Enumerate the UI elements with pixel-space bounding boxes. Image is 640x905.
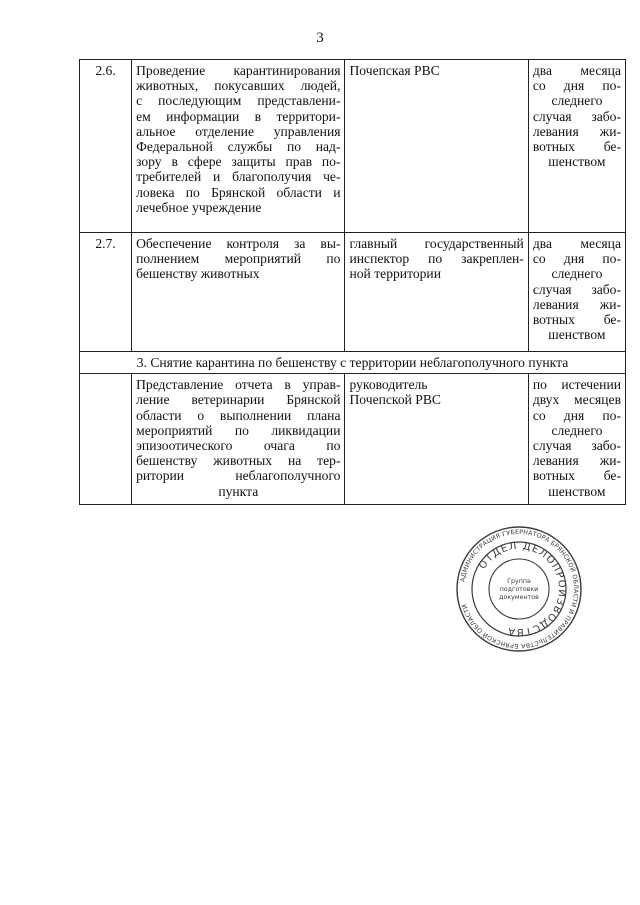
text-line: два месяца: [532, 236, 621, 251]
stamp-middle-text: ОТДЕЛ ДЕЛОПРОИЗВОДСТВА: [477, 540, 568, 638]
text-line: ловека по Брянской области и: [136, 184, 341, 200]
text-line: полнением мероприятий по: [136, 251, 341, 267]
text-line: мероприятий по ликвидации: [136, 422, 341, 438]
text-line: руководитель: [349, 377, 428, 393]
text-line: со дня по-: [532, 407, 621, 423]
table-row: [80, 374, 626, 505]
stamp-center-line: подготовки: [499, 586, 539, 593]
text-line: двух месяцев: [532, 392, 621, 408]
text-line: вотных бе-: [532, 139, 621, 155]
text-line: случая забо-: [532, 108, 621, 124]
text-line: случая забо-: [532, 281, 621, 297]
table-row: [80, 60, 626, 233]
text-line: Представление отчета в управ-: [136, 377, 341, 393]
term-cell: [528, 60, 625, 233]
stamp-center-line: документов: [499, 594, 539, 601]
page-number: 3: [316, 30, 324, 46]
text-line: со дня по-: [532, 251, 621, 267]
term-cell: [528, 374, 625, 505]
text-line: Почепская РВС: [349, 63, 440, 78]
text-line: зору в сфере защиты прав по-: [136, 154, 341, 170]
text-line: следнего: [551, 93, 603, 109]
text-line: пункта: [218, 483, 259, 499]
text-line: ем информации в территори-: [136, 108, 341, 124]
text-line: следнего: [551, 266, 603, 282]
responsible-cell: [345, 60, 528, 233]
text-line: альное отделение управления: [136, 123, 341, 139]
text-line: со дня по-: [532, 78, 621, 94]
text-line: инспектор по закреплен-: [349, 251, 524, 267]
text-line: эпизоотического очага по: [136, 438, 341, 454]
text-line: Обеспечение контроля за вы-: [136, 236, 341, 251]
text-line: вотных бе-: [532, 468, 621, 484]
activity-cell: [132, 374, 345, 505]
row-number: 2.6.: [80, 60, 132, 233]
text-line: Почепской РВС: [349, 392, 442, 408]
text-line: бешенству животных на тер-: [136, 453, 341, 469]
text-line: шенством: [548, 327, 606, 343]
text-line: шенством: [548, 483, 606, 499]
term-cell: [528, 233, 625, 352]
text-line: области о выполнении плана: [136, 407, 341, 423]
text-line: по истечении: [532, 377, 621, 393]
activity-cell: [132, 233, 345, 352]
text-line: Проведение карантинирования: [136, 63, 341, 78]
responsible-cell: [345, 233, 528, 352]
text-line: левания жи-: [532, 123, 621, 139]
table-row: [80, 233, 626, 352]
section-row: [80, 352, 626, 374]
stamp-outer-text: АДМИНИСТРАЦИЯ ГУБЕРНАТОРА БРЯНСКОЙ ОБЛАСТИ И ПРАВИТЕЛЬСТВА БРЯНСКОЙ ОБЛАСТИ: [459, 528, 580, 650]
text-line: с последующим представлени-: [136, 93, 341, 109]
row-number: [80, 374, 132, 505]
text-line: левания жи-: [532, 296, 621, 312]
text-line: левания жи-: [532, 453, 621, 469]
stamp-center-line: Группа: [507, 578, 531, 585]
text-line: требителей и благополучия че-: [136, 169, 341, 185]
text-line: животных, покусавших людей,: [136, 78, 341, 94]
text-line: ритории неблагополучного: [136, 468, 341, 484]
office-stamp: [455, 525, 583, 653]
text-line: вотных бе-: [532, 312, 621, 328]
measures-table: [79, 59, 626, 505]
text-line: случая забо-: [532, 438, 621, 454]
section-title: 3. Снятие карантина по бешенству с территории неблагополучного пункта: [80, 352, 626, 374]
text-line: ление ветеринарии Брянской: [136, 392, 341, 408]
text-line: два месяца: [532, 63, 621, 78]
text-line: Федеральной службы по над-: [136, 139, 341, 155]
text-line: бешенству животных: [136, 266, 260, 282]
text-line: ной территории: [349, 266, 441, 282]
row-number: 2.7.: [80, 233, 132, 352]
text-line: шенством: [548, 154, 606, 170]
text-line: лечебное учреждение: [136, 199, 262, 215]
text-line: главный государственный: [349, 236, 524, 251]
activity-cell: [132, 60, 345, 233]
responsible-cell: [345, 374, 528, 505]
text-line: следнего: [551, 422, 603, 438]
